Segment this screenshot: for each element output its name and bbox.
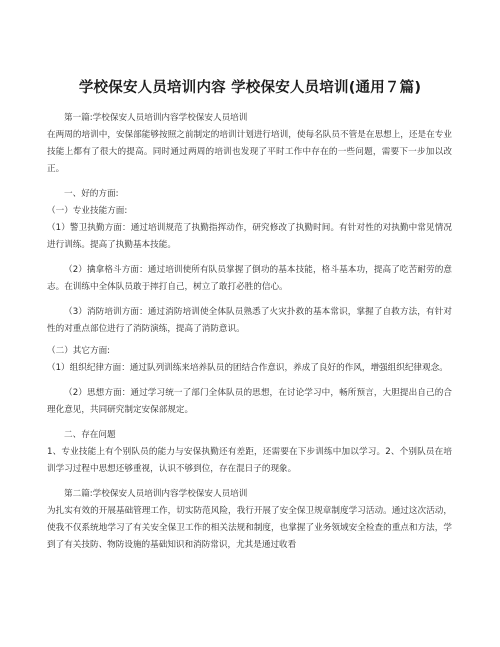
paragraph-second-article: 为扎实有效的开展基础管理工作，切实防范风险，我行开展了安全保卫规章制度学习活动。通过这次活动，使我不仅系统地学习了有关安全保卫工作的相关法规和制度，也掌握了业务领域安全检查的重点和方法，学到了有关技防、物防设施的基础知识和消防常识，尤其是通过收看 [47,506,452,550]
paragraph-combat: （2）擒拿格斗方面：通过培训使所有队员掌握了倒功的基本技能，格斗基本功，提高了吃苦耐劳的意志。在训练中全体队员敢于摔打自己，树立了敢打必胜的信心。 [47,265,452,292]
section-heading-2: 第二篇:学校保安人员培训内容学校保安人员培训 [64,489,248,499]
paragraph-thought: （2）思想方面：通过学习统一了部门全体队员的思想，在讨论学习中，畅所预言，大胆提出自己的合理化意见，共同研究制定安保部规定。 [47,388,452,415]
paragraph-intro: 在两周的培训中，安保部能够按照之前制定的培训计划进行培训，使每名队员不管是在思想上，还是在专业技能上都有了很大的提高。同时通过两周的培训也发现了平时工作中存在的一些问题，需要下一步加以改正。 [47,130,452,174]
paragraph-discipline: （1）组织纪律方面：通过队列训练来培养队员的团结合作意识，养成了良好的作风，增强组织纪律观念。 [47,363,448,373]
paragraph-problems: 1、专业技能上有个别队员的能力与安保执勤还有差距，还需要在下步训练中加以学习。2、个别队员在培训学习过程中思想还够重视，认识不够到位，存在混日子的现象。 [47,447,452,474]
document-title: 学校保安人员培训内容 学校保安人员培训(通用７篇) [78,80,422,96]
section-heading-1: 第一篇:学校保安人员培训内容学校保安人员培训 [64,113,248,123]
heading-other-aspects: （二）其它方面: [47,346,111,356]
heading-problems: 二、存在问题 [64,430,116,440]
paragraph-fire-training: （3）消防培训方面：通过消防培训使全体队员熟悉了火灾扑救的基本常识，掌握了自救方法，有针对性的对重点部位进行了消防演练，提高了消防意识。 [47,307,452,334]
heading-skills: （一）专业技能方面: [47,206,128,216]
paragraph-guard-duty: （1）警卫执勤方面：通过培训规范了执勤指挥动作，研究修改了执勤时间。有针对性的对执勤中常见情况进行训练。提高了执勤基本技能。 [47,223,452,250]
document-body [47,110,452,554]
heading-good-aspects: 一、好的方面: [64,189,119,199]
